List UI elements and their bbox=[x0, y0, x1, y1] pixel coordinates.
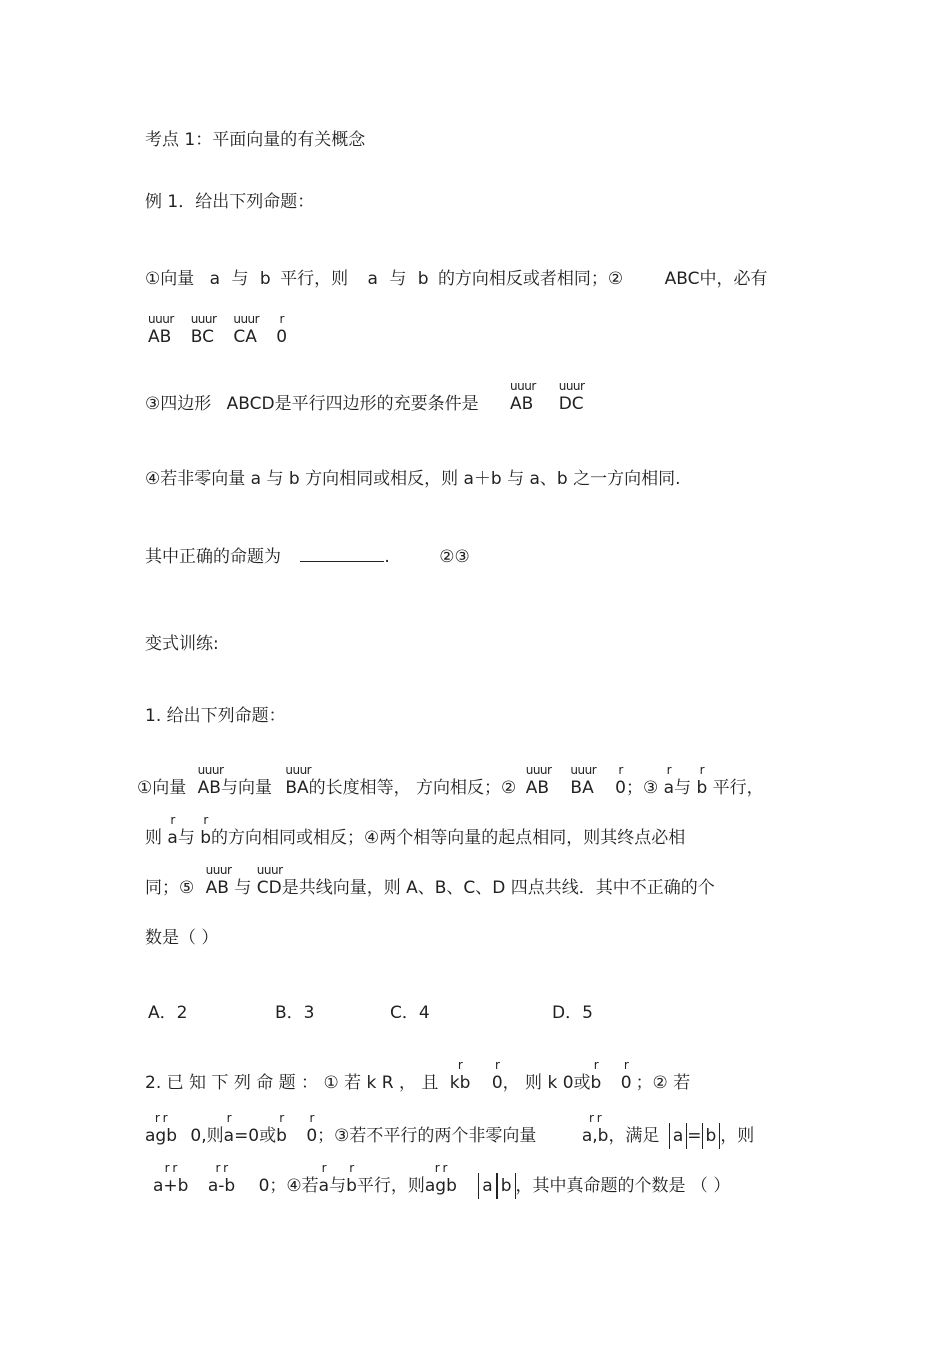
text: a bbox=[367, 269, 378, 289]
example-line-2 bbox=[148, 312, 288, 347]
example-line-3 bbox=[145, 379, 585, 414]
abs-label: b bbox=[500, 1176, 512, 1196]
abs-b bbox=[497, 1173, 516, 1199]
text: 的方向相反或者相同；② bbox=[437, 269, 624, 289]
text: ， 则 k 0或 bbox=[502, 1073, 591, 1093]
vector-arrow: uuur bbox=[558, 379, 585, 393]
vector-b bbox=[200, 813, 212, 848]
q2-line-3 bbox=[153, 1161, 731, 1199]
vector-label: AB bbox=[510, 394, 534, 414]
text: . bbox=[384, 547, 390, 567]
vector-b bbox=[696, 763, 708, 798]
vector-b bbox=[346, 1161, 357, 1196]
vector-dc bbox=[558, 379, 585, 414]
vector-arrow: uuur bbox=[525, 763, 552, 777]
option-c[interactable]: C．4 bbox=[390, 1003, 430, 1023]
option-a[interactable]: A．2 bbox=[148, 1003, 188, 1023]
vector-zero bbox=[620, 1058, 632, 1093]
vector-label: kb bbox=[449, 1073, 471, 1093]
text: b bbox=[417, 269, 429, 289]
vector-arrow: r bbox=[170, 813, 175, 827]
vector-arrow: r bbox=[623, 1058, 629, 1072]
answer-text: ②③ bbox=[439, 547, 470, 567]
example-answer bbox=[145, 549, 470, 566]
q1-line-2 bbox=[145, 813, 686, 848]
text: 则 bbox=[145, 828, 162, 848]
vector-zero bbox=[276, 312, 288, 347]
vector-a bbox=[318, 1161, 330, 1196]
section-title: 考点 1：平面向量的有关概念 bbox=[145, 130, 366, 150]
vector-ba bbox=[570, 763, 597, 798]
text: 与 bbox=[329, 1176, 347, 1196]
vector-arrow: r r bbox=[154, 1111, 168, 1125]
vector-arrow: r bbox=[279, 312, 284, 326]
vector-arrow: r bbox=[309, 1111, 314, 1125]
text: ，其中真命题的个数是 （ ） bbox=[515, 1176, 731, 1196]
vector-sum bbox=[153, 1161, 189, 1196]
text: 同；⑤ bbox=[145, 878, 195, 898]
vector-ca bbox=[233, 312, 260, 347]
vector-label: AB bbox=[148, 327, 172, 347]
vector-pair-ab bbox=[581, 1111, 609, 1146]
vector-arrow: uuur bbox=[570, 763, 597, 777]
vector-zero bbox=[491, 1058, 503, 1093]
text: 平行，则 bbox=[356, 1176, 425, 1196]
vector-label: a bbox=[167, 828, 178, 848]
vector-label: CA bbox=[233, 327, 257, 347]
vector-label: a-b bbox=[207, 1176, 236, 1196]
example-line-1 bbox=[145, 271, 767, 288]
vector-ab bbox=[525, 763, 552, 798]
vector-diff bbox=[207, 1161, 236, 1196]
text: ；③ bbox=[625, 778, 659, 798]
q1-line-3 bbox=[145, 863, 715, 898]
text: ，满足 bbox=[608, 1126, 660, 1146]
vector-kb bbox=[449, 1058, 471, 1093]
text: ABC中，必有 bbox=[664, 269, 768, 289]
vector-arrow: r bbox=[349, 1161, 354, 1175]
q1-line-4: 数是（ ） bbox=[145, 928, 219, 948]
vector-label: 0 bbox=[615, 778, 626, 798]
vector-label: b bbox=[200, 828, 212, 848]
text: 与 bbox=[177, 828, 195, 848]
q1-title: 1. 给出下列命题： bbox=[145, 706, 286, 726]
vector-label: agb bbox=[424, 1176, 457, 1196]
q2-line-2 bbox=[145, 1111, 755, 1149]
vector-arrow: r bbox=[203, 813, 208, 827]
vector-arrow: r bbox=[457, 1058, 463, 1072]
vector-label: b bbox=[696, 778, 708, 798]
answer-blank bbox=[300, 549, 384, 562]
text: 2. 已 知 下 列 命 题 ： ① 若 k R ， 且 bbox=[145, 1073, 439, 1093]
q1-line-1 bbox=[137, 763, 764, 798]
vector-dot-ab bbox=[424, 1161, 457, 1196]
vector-dot-ab bbox=[145, 1111, 177, 1146]
vector-arrow: r bbox=[699, 763, 705, 777]
abs-label: a bbox=[672, 1126, 684, 1146]
text: 与向量 bbox=[220, 778, 272, 798]
example-title: 例 1．给出下列命题： bbox=[145, 192, 315, 212]
text: a bbox=[209, 269, 221, 289]
vector-a bbox=[663, 763, 675, 798]
vector-label: BC bbox=[190, 327, 214, 347]
vector-arrow: r bbox=[495, 1058, 500, 1072]
text: b bbox=[259, 269, 271, 289]
vector-ab bbox=[510, 379, 536, 414]
example-line-4: ④若非零向量 a 与 b 方向相同或相反，则 a＋b 与 a、b 之一方向相同. bbox=[145, 469, 681, 489]
vector-arrow: uuur bbox=[510, 379, 536, 393]
vector-b bbox=[590, 1058, 602, 1093]
vector-a bbox=[223, 1111, 235, 1146]
vector-bc bbox=[190, 312, 217, 347]
abs-label: b bbox=[705, 1126, 717, 1146]
practice-title: 变式训练: bbox=[145, 634, 219, 654]
text: ABCD是平行四边形的充要条件是 bbox=[226, 394, 479, 414]
text: = bbox=[687, 1126, 702, 1146]
text: 平行， bbox=[712, 778, 764, 798]
vector-zero bbox=[615, 763, 626, 798]
vector-label: BA bbox=[570, 778, 594, 798]
vector-a bbox=[167, 813, 178, 848]
text: ③四边形 bbox=[145, 394, 212, 414]
vector-arrow: r bbox=[666, 763, 672, 777]
text: 0,则 bbox=[190, 1126, 224, 1146]
vector-label: a,b bbox=[581, 1126, 609, 1146]
q2-line-1 bbox=[145, 1058, 691, 1093]
text: 与 bbox=[234, 878, 252, 898]
text: 的方向相同或相反；④两个相等向量的起点相同，则其终点必相 bbox=[211, 828, 686, 848]
vector-arrow: uuur bbox=[205, 863, 232, 877]
vector-label: a+b bbox=[153, 1176, 189, 1196]
abs-a bbox=[478, 1173, 496, 1199]
text: ，则 bbox=[720, 1126, 755, 1146]
text: 与 bbox=[389, 269, 407, 289]
vector-cd bbox=[256, 863, 283, 898]
text: 0；④若 bbox=[258, 1176, 319, 1196]
vector-arrow: r r bbox=[434, 1161, 447, 1175]
vector-label: b bbox=[276, 1126, 287, 1146]
text: ；③若不平行的两个非零向量 bbox=[317, 1126, 537, 1146]
vector-label: BA bbox=[285, 778, 309, 798]
abs-b bbox=[702, 1123, 721, 1149]
vector-ab bbox=[205, 863, 232, 898]
vector-arrow: r bbox=[226, 1111, 232, 1125]
vector-label: AB bbox=[525, 778, 550, 798]
vector-label: AB bbox=[197, 778, 221, 798]
vector-arrow: r bbox=[618, 763, 623, 777]
vector-arrow: uuur bbox=[190, 312, 217, 326]
vector-arrow: r bbox=[279, 1111, 284, 1125]
vector-arrow: r r bbox=[164, 1161, 177, 1175]
text: 平行，则 bbox=[280, 269, 349, 289]
vector-label: a bbox=[663, 778, 675, 798]
vector-ab bbox=[197, 763, 224, 798]
vector-label: a bbox=[318, 1176, 330, 1196]
text: ①向量 bbox=[137, 778, 187, 798]
text: 是共线向量，则 A、B、C、D 四点共线．其中不正确的个 bbox=[281, 878, 715, 898]
vector-arrow: r r bbox=[215, 1161, 228, 1175]
vector-label: agb bbox=[145, 1126, 177, 1146]
vector-label: 0 bbox=[620, 1073, 632, 1093]
vector-ba bbox=[285, 763, 312, 798]
vector-arrow: r bbox=[321, 1161, 327, 1175]
text: 与 bbox=[231, 269, 249, 289]
vector-b bbox=[276, 1111, 287, 1146]
vector-label: a bbox=[223, 1126, 235, 1146]
text: =0或 bbox=[234, 1126, 277, 1146]
abs-label: a bbox=[482, 1176, 493, 1196]
vector-arrow: uuur bbox=[197, 763, 224, 777]
vector-label: 0 bbox=[276, 327, 288, 347]
vector-arrow: uuur bbox=[256, 863, 283, 877]
vector-arrow: r r bbox=[589, 1111, 602, 1125]
vector-label: CD bbox=[256, 878, 282, 898]
vector-label: b bbox=[346, 1176, 357, 1196]
text: 其中正确的命题为 bbox=[145, 547, 281, 567]
vector-label: AB bbox=[205, 878, 229, 898]
vector-label: 0 bbox=[491, 1073, 503, 1093]
vector-arrow: r bbox=[593, 1058, 599, 1072]
vector-label: 0 bbox=[306, 1126, 318, 1146]
vector-label: b bbox=[590, 1073, 602, 1093]
option-d[interactable]: D．5 bbox=[552, 1003, 593, 1023]
vector-arrow: uuur bbox=[285, 763, 312, 777]
abs-a bbox=[669, 1123, 687, 1149]
vector-zero bbox=[306, 1111, 318, 1146]
vector-arrow: uuur bbox=[148, 312, 174, 326]
option-b[interactable]: B．3 bbox=[275, 1003, 315, 1023]
text: ①向量 bbox=[145, 269, 195, 289]
text: 的长度相等， 方向相反；② bbox=[308, 778, 517, 798]
vector-label: DC bbox=[558, 394, 584, 414]
vector-ab bbox=[148, 312, 174, 347]
text: 与 bbox=[674, 778, 692, 798]
text: ；② 若 bbox=[635, 1073, 691, 1093]
vector-arrow: uuur bbox=[233, 312, 260, 326]
